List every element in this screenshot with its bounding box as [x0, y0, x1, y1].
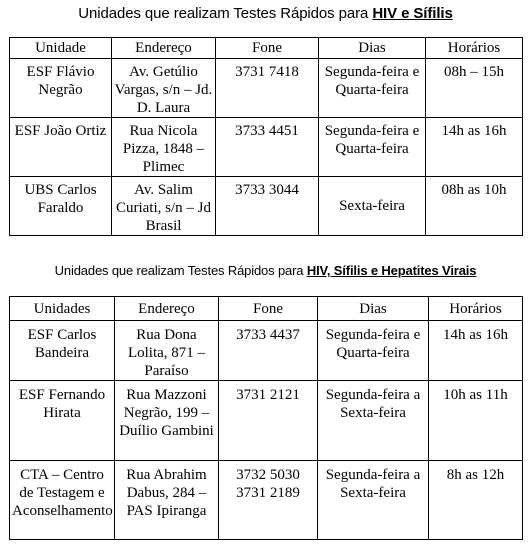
fone-text: 3732 5030 3731 2189 — [236, 467, 300, 501]
column-header-horarios: Horários — [426, 38, 523, 59]
cell-unidade — [10, 461, 115, 540]
column-header-dias: Dias — [319, 38, 426, 59]
section-title-prefix: Unidades que realizam Testes Rápidos para — [78, 5, 373, 22]
cell-fone: 3733 4437 — [219, 321, 318, 381]
cell-unidade — [10, 321, 115, 381]
dias-text: Segunda-feira a Sexta-feira — [325, 387, 421, 421]
column-header-unidade: Unidade — [10, 38, 112, 59]
cell-fone — [219, 461, 318, 540]
cell-unidade: UBS Carlos Faraldo — [10, 177, 112, 236]
table-row — [10, 381, 523, 461]
column-header-dias: Dias — [318, 297, 429, 321]
cell-dias — [318, 381, 429, 461]
section-title-hiv-sifilis — [0, 5, 531, 22]
table-row — [10, 321, 523, 381]
table-header-row — [10, 297, 523, 321]
section-title-highlight: HIV e Sífilis — [372, 5, 453, 22]
endereco-text: Rua Abrahim Dabus, 284 – PAS Ipiranga — [126, 467, 207, 519]
cell-horarios: 8h as 12h — [429, 461, 523, 540]
cell-dias: Sexta-feira — [319, 177, 426, 236]
cell-fone: 3733 3044 — [216, 177, 319, 236]
column-header-fone: Fone — [216, 38, 319, 59]
dias-text: Segunda-feira e Quarta-feira — [325, 327, 421, 361]
section-title-hiv-sifilis-hepatites — [0, 263, 531, 278]
cell-dias — [318, 321, 429, 381]
column-header-endereco: Endereço — [115, 297, 219, 321]
unidade-text: ESF Fernando Hirata — [18, 387, 106, 421]
column-header-horarios: Horários — [429, 297, 523, 321]
cell-horarios: 08h as 10h — [426, 177, 523, 236]
endereco-text: Rua Mazzoni Negrão, 199 – Duílio Gambini — [119, 387, 214, 439]
table-row — [10, 461, 523, 540]
cell-unidade — [10, 381, 115, 461]
cell-fone: 3731 2121 — [219, 381, 318, 461]
table-hiv-sifilis — [9, 37, 523, 236]
cell-endereco — [115, 461, 219, 540]
cell-dias — [319, 59, 426, 118]
unidade-text: CTA – Centro de Testagem e Aconselhamento — [12, 467, 113, 519]
cell-horarios: 10h as 11h — [429, 381, 523, 461]
cell-fone: 3733 4451 — [216, 118, 319, 177]
table-row — [10, 177, 523, 236]
cell-horarios: 08h – 15h — [426, 59, 523, 118]
cell-dias — [319, 118, 426, 177]
cell-fone: 3731 7418 — [216, 59, 319, 118]
cell-endereco — [115, 381, 219, 461]
cell-horarios: 14h as 16h — [426, 118, 523, 177]
cell-endereco: Rua Nicola Pizza, 1848 – Plimec — [112, 118, 216, 177]
section-title-prefix: Unidades que realizam Testes Rápidos para — [54, 263, 307, 278]
dias-text: Segunda-feira e Quarta-feira — [324, 64, 420, 98]
cell-dias: Segunda-feira a Sexta-feira — [318, 461, 429, 540]
column-header-unidades: Unidades — [10, 297, 115, 321]
column-header-fone: Fone — [219, 297, 318, 321]
cell-endereco: Av. Salim Curiati, s/n – Jd Brasil — [112, 177, 216, 236]
cell-unidade: ESF Flávio Negrão — [10, 59, 112, 118]
unidade-text: ESF Carlos Bandeira — [27, 327, 97, 361]
cell-horarios: 14h as 16h — [429, 321, 523, 381]
cell-endereco — [115, 321, 219, 381]
dias-text: Segunda-feira e Quarta-feira — [324, 123, 420, 157]
column-header-endereco: Endereço — [112, 38, 216, 59]
endereco-text: Rua Dona Lolita, 871 – Paraíso — [127, 327, 206, 379]
cell-unidade: ESF João Ortiz — [10, 118, 112, 177]
table-hiv-sifilis-hepatites — [9, 296, 523, 540]
section-title-highlight: HIV, Sífilis e Hepatites Virais — [306, 263, 477, 278]
table-row — [10, 118, 523, 177]
table-row — [10, 59, 523, 118]
cell-endereco: Av. Getúlio Vargas, s/n – Jd. D. Laura — [112, 59, 216, 118]
table-header-row — [10, 38, 523, 59]
